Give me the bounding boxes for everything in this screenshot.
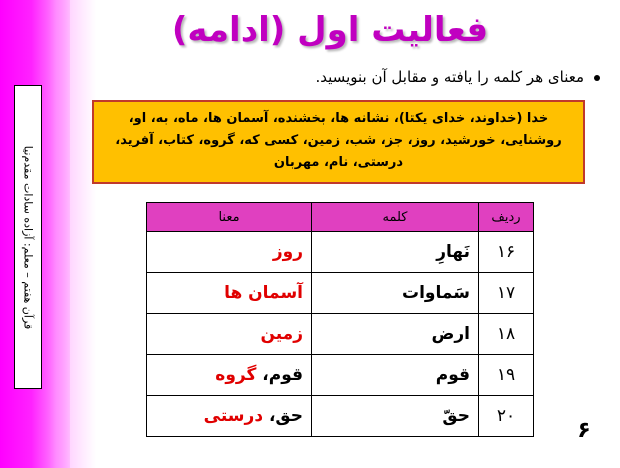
meaning-plain: قوم، <box>256 365 303 385</box>
sidebar-fade <box>56 0 96 468</box>
bullet-icon <box>594 75 600 81</box>
row-num: ۱۶ <box>479 232 534 273</box>
row-word: نَهارِ <box>312 232 479 273</box>
instruction-text: معنای هر کلمه را یافته و مقابل آن بنویسید. <box>315 68 584 86</box>
row-word: حقّ <box>312 396 479 437</box>
table-header-row <box>147 203 534 232</box>
table-row <box>147 355 534 396</box>
row-meaning <box>147 314 312 355</box>
row-meaning <box>147 232 312 273</box>
slide-title: فعالیت اول (ادامه) <box>171 10 489 50</box>
side-label: قرآن هفتم – معلم: آزاده سادات مقدم‌نیا <box>21 145 35 329</box>
table-row <box>147 396 534 437</box>
instruction-line <box>160 62 600 92</box>
meaning-plain: حق، <box>263 406 303 426</box>
header-meaning: معنا <box>147 203 312 232</box>
row-num: ۱۸ <box>479 314 534 355</box>
table-row <box>147 314 534 355</box>
row-word: قوم <box>312 355 479 396</box>
row-word: ارض <box>312 314 479 355</box>
meaning-answer: آسمان ها <box>224 283 303 303</box>
row-meaning <box>147 273 312 314</box>
meaning-answer: روز <box>272 242 303 262</box>
row-num: ۱۹ <box>479 355 534 396</box>
side-label-box <box>14 85 42 389</box>
meaning-answer: زمین <box>260 324 303 344</box>
row-num: ۲۰ <box>479 396 534 437</box>
row-num: ۱۷ <box>479 273 534 314</box>
row-meaning <box>147 355 312 396</box>
meaning-answer: گروه <box>215 365 257 385</box>
table-row <box>147 232 534 273</box>
meaning-answer: درستی <box>203 406 264 426</box>
row-meaning <box>147 396 312 437</box>
word-bank: خدا (خداوند، خدای یکتا)، نشانه ها، بخشنده، آسمان ها، ماه، به، او، روشنایی، خورشید، روز، جز، شب، زمین، کسی که، گروه، کتاب، آفرید، درستی، نام، مهربان <box>92 100 585 184</box>
header-word: کلمه <box>312 203 479 232</box>
page-number: ۶ <box>577 418 591 443</box>
row-word: سَماوات <box>312 273 479 314</box>
vocabulary-table <box>146 202 534 437</box>
table-row <box>147 273 534 314</box>
header-num: ردیف <box>479 203 534 232</box>
